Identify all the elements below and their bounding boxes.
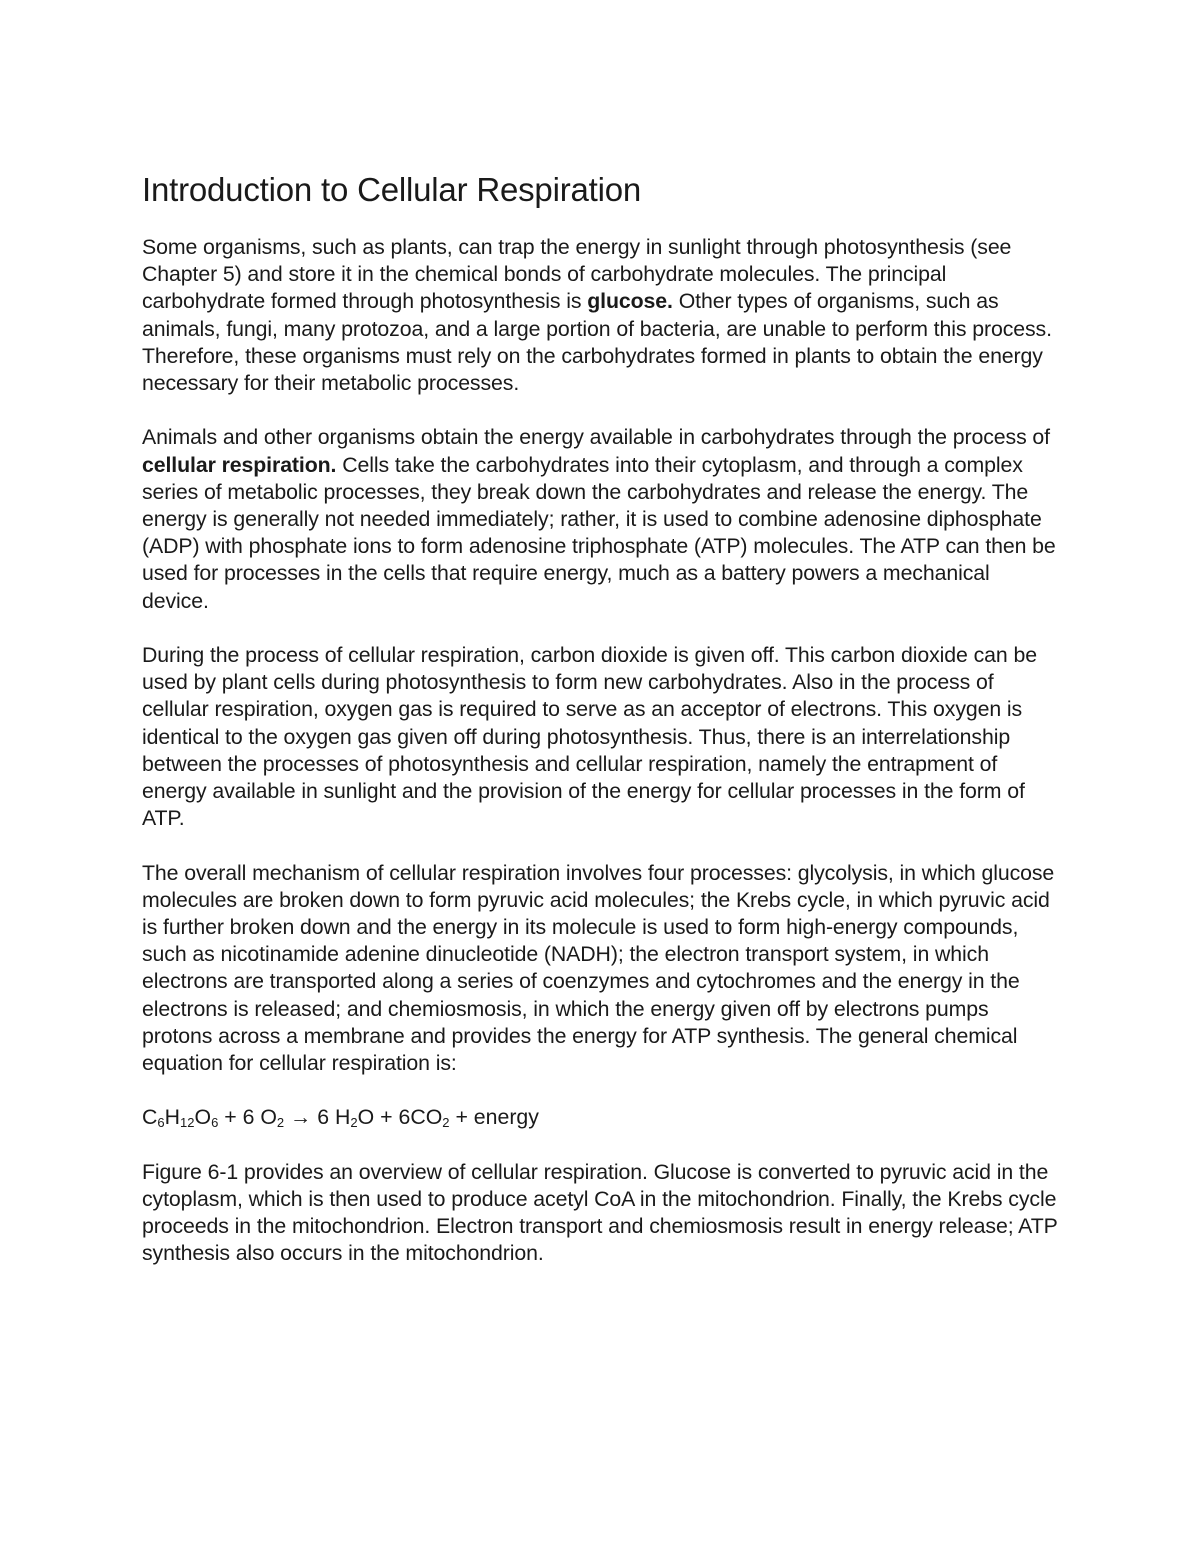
paragraph-1-text-b: Other types of organisms, such as animals, fungi, many protozoa, and a large portion of bacteria, are unable to perform this process. Therefore, these organisms must rely on the carbohydrates formed in plants to obtain the energy necessary for their metabolic processes. — [142, 289, 1052, 396]
chemical-equation — [142, 1104, 1062, 1131]
eq-carbon-subscript: 6 — [157, 1115, 165, 1131]
paragraph-1-bold-term: glucose. — [587, 289, 673, 314]
paragraph-5: Figure 6-1 provides an overview of cellular respiration. Glucose is converted to pyruvic acid in the cytoplasm, which is then used to produce acetyl CoA in the mitochondrion. Finally, the Krebs cycle proceeds in the mitochondrion. Electron transport and chemiosmosis result in energy release; ATP synthesis also occurs in the mitochondrion. — [142, 1159, 1058, 1266]
paragraph-2-text-b: Cells take the carbohydrates into their cytoplasm, and through a complex series of metabolic processes, they break down the carbohydrates and release the energy. The energy is generally not needed immediately; rather, it is used to combine adenosine diphosphate (ADP) with phosphate ions to form adenosine triphosphate (ATP) molecules. The ATP can then be used for processes in the cells that require energy, much as a battery powers a mechanical device. — [142, 452, 1056, 613]
eq-oxygen-subscript: 6 — [211, 1115, 219, 1131]
paragraph-1-text-a: Some organisms, such as plants, can trap the energy in sunlight through photosynthesis (see Chapter 5) and store it in the chemical bonds of carbohydrate molecules. The principal carbohydrate formed through photosynthesis is — [142, 235, 1012, 314]
eq-hydrogen: H — [164, 1105, 181, 1130]
document-title: Introduction to Cellular Respiration — [142, 171, 642, 208]
eq-h2-subscript: 2 — [350, 1115, 358, 1131]
eq-oxygen: O — [194, 1105, 212, 1130]
paragraph-2 — [142, 424, 1062, 614]
eq-co2: O + 6CO — [357, 1105, 443, 1130]
eq-o2-subscript: 2 — [276, 1115, 285, 1131]
eq-plus-oxygen: + 6 O — [218, 1105, 277, 1130]
eq-carbon: C — [142, 1105, 158, 1130]
paragraph-2-text-a: Animals and other organisms obtain the energy available in carbohydrates through the process of — [142, 425, 1050, 450]
paragraph-4: The overall mechanism of cellular respiration involves four processes: glycolysis, in which glucose molecules are broken down to form pyruvic acid molecules; the Krebs cycle, in which pyruvic acid is further broken down and the energy in its molecule is used to form high-energy compounds, such as nicotinamide adenine dinucleotide (NADH); the electron transport system, in which electrons are transported along a series of coenzymes and cytochromes and the energy in the electrons is released; and chemiosmosis, in which the energy given off by electrons pumps protons across a membrane and provides the energy for ATP synthesis. The general chemical equation for cellular respiration is: — [142, 860, 1055, 1076]
eq-co2-subscript: 2 — [442, 1115, 450, 1131]
paragraph-1 — [142, 234, 1062, 397]
paragraph-3: During the process of cellular respiration, carbon dioxide is given off. This carbon dioxide can be used by plant cells during photosynthesis to form new carbohydrates. Also in the process of cellular respiration, oxygen gas is required to serve as an acceptor of electrons. This oxygen is identical to the oxygen gas given off during photosynthesis. Thus, there is an interrelationship between the processes of photosynthesis and cellular respiration, namely the entrapment of energy available in sunlight and the provision of the energy for cellular processes in the form of ATP. — [142, 643, 1037, 831]
eq-hydrogen-subscript: 12 — [180, 1115, 195, 1131]
eq-energy: + energy — [449, 1105, 539, 1130]
paragraph-2-bold-term: cellular respiration. — [142, 452, 337, 477]
document-page — [142, 168, 1062, 1295]
eq-arrow-water: → 6 H — [284, 1105, 351, 1130]
